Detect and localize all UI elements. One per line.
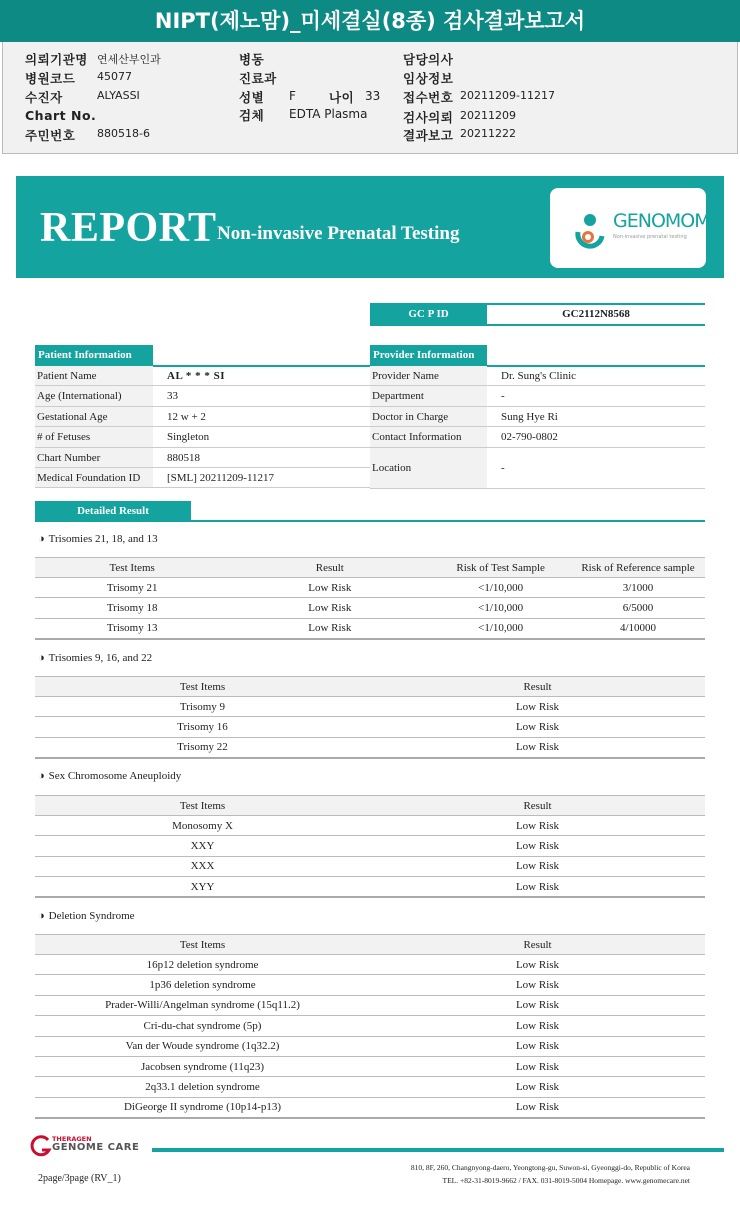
table-cell: Low Risk — [370, 856, 705, 876]
half-circle-icon: ◑ — [38, 910, 45, 922]
info-value: Singleton — [167, 431, 210, 444]
theragen-logo-icon — [30, 1134, 52, 1158]
column-header: Result — [370, 935, 705, 955]
table-cell: Low Risk — [370, 1016, 705, 1036]
info-row — [35, 386, 370, 406]
info-value: 880518 — [167, 451, 200, 464]
trisomy-minor-title: ◑ Trisomies 9, 16, and 22 — [38, 652, 153, 664]
report-date-field: 결과보고 20211222 — [403, 127, 516, 143]
patient-field: 수진자 ALYASSI — [25, 89, 140, 105]
table-cell: Low Risk — [370, 1077, 705, 1097]
request-date-field: 검사의뢰 20211209 — [403, 109, 516, 125]
info-value: 12 w + 2 — [167, 410, 206, 423]
info-value: 33 — [167, 390, 178, 403]
info-label: Location — [370, 448, 487, 488]
info-label: Provider Name — [370, 366, 487, 385]
table-cell: Low Risk — [370, 1056, 705, 1076]
detailed-result-heading: Detailed Result — [35, 501, 191, 521]
info-label: # of Fetuses — [35, 427, 153, 446]
table-header-row — [35, 796, 705, 816]
org-field: 의뢰기관명 연세산부인과 — [25, 52, 161, 67]
table-header-row — [35, 558, 705, 578]
table-cell: DiGeorge II syndrome (10p14-p13) — [35, 1097, 370, 1117]
table-cell: XYY — [35, 877, 370, 897]
trisomy-major-table — [35, 557, 705, 640]
column-header: Test Items — [35, 796, 370, 816]
column-header: Test Items — [35, 558, 229, 578]
info-label: Age (International) — [35, 386, 153, 405]
table-cell: Cri-du-chat syndrome (5p) — [35, 1016, 370, 1036]
detailed-result-divider — [35, 520, 705, 522]
info-row — [35, 468, 370, 488]
genomom-logo-icon — [568, 212, 608, 252]
column-header: Result — [229, 558, 430, 578]
table-cell: Trisomy 21 — [35, 578, 229, 598]
table-row — [35, 1016, 705, 1036]
table-cell: XXX — [35, 856, 370, 876]
table-cell: XXY — [35, 836, 370, 856]
info-value: - — [501, 390, 505, 403]
table-cell: Low Risk — [370, 975, 705, 995]
info-value: 02-790-0802 — [501, 431, 558, 444]
gcp-id-box — [370, 303, 705, 326]
column-header: Test Items — [35, 677, 370, 697]
column-header: Risk of Reference sample — [571, 558, 705, 578]
half-circle-icon: ◑ — [38, 652, 45, 664]
table-cell: Low Risk — [370, 1097, 705, 1117]
info-row — [370, 427, 705, 447]
sex-field: 성별 F — [239, 89, 296, 105]
table-cell: 6/5000 — [571, 598, 705, 618]
hospital-code-field: 병원코드 45077 — [25, 70, 132, 86]
table-header-row — [35, 677, 705, 697]
footer-divider — [152, 1148, 724, 1152]
info-row — [370, 386, 705, 406]
info-value: [SML] 20211209-11217 — [167, 472, 275, 484]
info-label: Chart Number — [35, 448, 153, 467]
info-value: Sung Hye Ri — [501, 410, 558, 423]
sex-chromosome-title: ◑ Sex Chromosome Aneuploidy — [38, 770, 182, 782]
table-cell: Low Risk — [229, 618, 430, 638]
table-cell: Prader-Willi/Angelman syndrome (15q11.2) — [35, 995, 370, 1015]
table-row — [35, 1036, 705, 1056]
info-row — [35, 427, 370, 447]
patient-info-table — [35, 366, 370, 490]
table-cell: Low Risk — [370, 836, 705, 856]
info-label: Medical Foundation ID — [35, 468, 153, 487]
receipt-no-field: 접수번호 20211209-11217 — [403, 89, 555, 105]
table-cell: 2q33.1 deletion syndrome — [35, 1077, 370, 1097]
info-row — [35, 448, 370, 468]
report-word: REPORT — [40, 205, 217, 251]
table-cell: <1/10,000 — [430, 578, 571, 598]
dept-field: 진료과 — [239, 71, 277, 86]
table-row — [35, 598, 705, 618]
ward-field: 병동 — [239, 52, 265, 67]
table-cell: Trisomy 13 — [35, 618, 229, 638]
table-cell: Trisomy 16 — [35, 717, 370, 737]
column-header: Result — [370, 796, 705, 816]
table-cell: Monosomy X — [35, 816, 370, 836]
gcp-id-label: GC P ID — [370, 305, 487, 324]
info-row — [35, 366, 370, 386]
company-address: 810, 8F, 260, Changnyong-daero, Yeongtong-gu, Suwon-si, Gyeonggi-do, Republic of Korea TEL. +82-31-8019-9662 / FAX. 031-8019-5004 Homepage. www.genomecare.net — [410, 1163, 690, 1185]
table-cell: Low Risk — [370, 737, 705, 757]
theragen-logo: THERAGEN GENOME CARE — [30, 1132, 152, 1160]
table-cell: Low Risk — [370, 955, 705, 975]
info-row — [370, 448, 705, 489]
table-cell: Trisomy 22 — [35, 737, 370, 757]
table-row — [35, 578, 705, 598]
table-cell: Low Risk — [229, 578, 430, 598]
table-cell: Low Risk — [370, 1036, 705, 1056]
page-number: 2page/3page (RV_1) — [38, 1173, 121, 1184]
deletion-syndrome-title: ◑ Deletion Syndrome — [38, 910, 135, 922]
table-cell: Van der Woude syndrome (1q32.2) — [35, 1036, 370, 1056]
column-header: Test Items — [35, 935, 370, 955]
half-circle-icon: ◑ — [38, 533, 45, 545]
half-circle-icon: ◑ — [38, 770, 45, 782]
table-row — [35, 856, 705, 876]
deletion-syndrome-table — [35, 934, 705, 1119]
table-row — [35, 737, 705, 757]
info-label: Doctor in Charge — [370, 407, 487, 426]
table-row — [35, 975, 705, 995]
genomom-logo — [550, 188, 710, 268]
report-banner — [16, 176, 724, 278]
table-row — [35, 995, 705, 1015]
table-row — [35, 836, 705, 856]
table-row — [35, 717, 705, 737]
resident-no-field: 주민번호 880518-6 — [25, 127, 150, 143]
report-title: NIPT(제노맘)_미세결실(8종) 검사결과보고서 — [0, 0, 740, 42]
table-cell: 4/10000 — [571, 618, 705, 638]
provider-info-table — [370, 366, 705, 490]
table-row — [35, 1097, 705, 1117]
age-field: 나이 33 — [329, 89, 381, 105]
table-cell: Low Risk — [370, 717, 705, 737]
table-row — [35, 1077, 705, 1097]
doctor-field: 담당의사 — [403, 52, 454, 67]
info-row — [370, 407, 705, 427]
table-cell: <1/10,000 — [430, 598, 571, 618]
table-row — [35, 697, 705, 717]
table-row — [35, 618, 705, 638]
provider-info-heading: Provider Information — [370, 345, 487, 365]
clinical-info-field: 임상정보 — [403, 71, 454, 86]
table-cell: Low Risk — [370, 995, 705, 1015]
trisomy-minor-table — [35, 676, 705, 759]
column-header: Result — [370, 677, 705, 697]
table-cell: Jacobsen syndrome (11q23) — [35, 1056, 370, 1076]
table-cell: 1p36 deletion syndrome — [35, 975, 370, 995]
table-cell: 16p12 deletion syndrome — [35, 955, 370, 975]
table-cell: Low Risk — [370, 697, 705, 717]
info-label: Patient Name — [35, 366, 153, 385]
table-cell: <1/10,000 — [430, 618, 571, 638]
specimen-field: 검체 EDTA Plasma — [239, 107, 368, 123]
column-header: Risk of Test Sample — [430, 558, 571, 578]
header-info-panel — [2, 42, 738, 154]
table-header-row — [35, 935, 705, 955]
table-cell: 3/1000 — [571, 578, 705, 598]
info-row — [35, 407, 370, 427]
table-row — [35, 1056, 705, 1076]
chart-no-field: Chart No. — [25, 108, 97, 123]
info-label: Contact Information — [370, 427, 487, 446]
patient-info-heading: Patient Information — [35, 345, 153, 365]
sex-chromosome-table — [35, 795, 705, 898]
table-row — [35, 816, 705, 836]
table-cell: Low Risk — [229, 598, 430, 618]
info-row — [370, 366, 705, 386]
table-row — [35, 877, 705, 897]
table-cell: Low Risk — [370, 816, 705, 836]
info-value: AL * * * SI — [167, 370, 226, 382]
table-cell: Trisomy 18 — [35, 598, 229, 618]
gcp-id-value: GC2112N8568 — [562, 308, 630, 320]
brand-tagline: Non-invasive prenatal testing — [613, 234, 687, 240]
info-label: Department — [370, 386, 487, 405]
table-row — [35, 955, 705, 975]
trisomy-major-title: ◑ Trisomies 21, 18, and 13 — [38, 533, 158, 545]
info-value: Dr. Sung's Clinic — [501, 370, 577, 382]
table-cell: Trisomy 9 — [35, 697, 370, 717]
brand-name: GENOMOM — [613, 210, 710, 232]
table-cell: Low Risk — [370, 877, 705, 897]
info-label: Gestational Age — [35, 407, 153, 426]
info-value: - — [501, 461, 505, 474]
banner-subtitle: Non-invasive Prenatal Testing — [217, 223, 460, 244]
